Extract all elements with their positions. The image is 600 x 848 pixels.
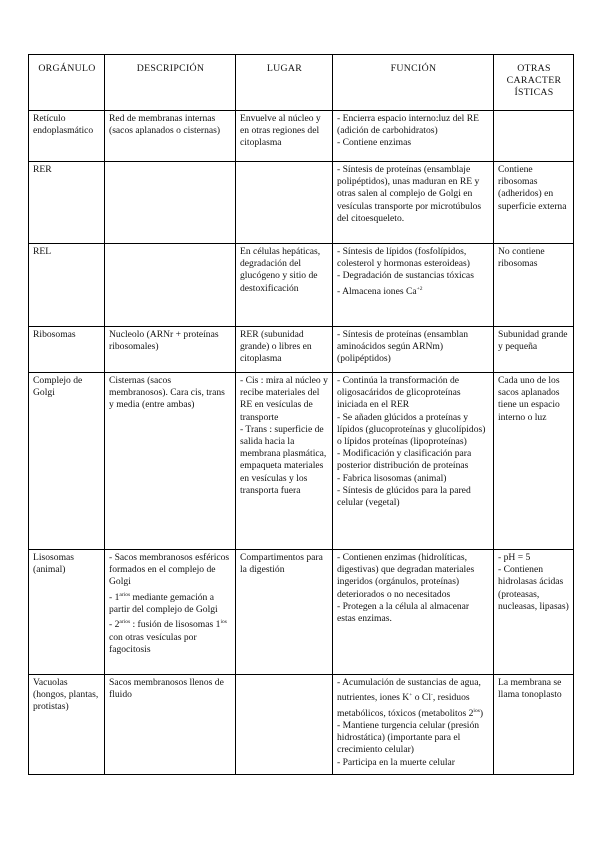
cell-otras — [494, 675, 574, 775]
cell-lugar — [236, 550, 333, 675]
cell-line: Cisternas (sacos membranosos). Cara cis, trans y media (entre ambas) — [109, 375, 225, 411]
header-otras-line: CARACTER — [506, 75, 562, 87]
header-lugar: LUGAR — [236, 55, 333, 111]
cell-line: - Modificación y clasificación para posterior distribución de proteínas — [337, 448, 472, 472]
cell-line: Sacos membranosos llenos de fluido — [109, 677, 224, 701]
cell-funcion — [333, 162, 494, 244]
cell-line: Red de membranas internas (sacos aplanados o cisternas) — [109, 113, 221, 137]
cell-line: - Participa en la muerte celular — [337, 756, 455, 768]
cell-descripcion — [105, 327, 236, 373]
header-descripcion: DESCRIPCIÓN — [105, 55, 236, 111]
cell-descripcion — [105, 675, 236, 775]
cell-line: - Cis : mira al núcleo y recibe materiales del RE en vesículas de transporte — [240, 375, 328, 423]
cell-organulo: Ribosomas — [29, 327, 105, 373]
header-funcion: FUNCIÓN — [333, 55, 494, 111]
cell-line: La membrana se llama tonoplasto — [498, 677, 562, 701]
cell-organulo: Complejo de Golgi — [29, 373, 105, 550]
cell-line: - Síntesis de lípidos (fosfolípidos, colesterol y hormonas esteroideas) — [337, 246, 470, 270]
cell-line: - Contiene enzimas — [337, 137, 412, 149]
cell-otras — [494, 162, 574, 244]
cell-lugar — [236, 162, 333, 244]
cell-descripcion — [105, 373, 236, 550]
organelle-table — [28, 54, 574, 775]
cell-line: - Síntesis de glúcidos para la pared celular (vegetal) — [337, 484, 471, 509]
cell-otras — [494, 244, 574, 327]
header-otras-line: OTRAS — [517, 63, 551, 74]
cell-line: - Sacos membranosos esféricos formados en el complejo de Golgi — [109, 552, 230, 588]
cell-line: No contiene ribosomas — [498, 246, 545, 270]
cell-line: - pH = 5 — [498, 552, 531, 563]
header-organulo: ORGÁNULO — [29, 55, 105, 111]
cell-lugar — [236, 327, 333, 373]
cell-line: - $1^{arios}$ mediante gemación a partir del complejo de Golgi — [109, 591, 218, 615]
cell-line: - Acumulación de sustancias de agua, nutrientes, iones K+ o Cl-, residuos metabólicos, tóxicos (metabolitos $2^{ios}$) — [337, 677, 484, 719]
cell-organulo: Vacuolas (hongos, plantas, protistas) — [29, 675, 105, 775]
table-row — [29, 550, 574, 675]
cell-line: - Fabrica lisosomas (animal) — [337, 472, 447, 484]
cell-descripcion — [105, 244, 236, 327]
table-row — [29, 675, 574, 775]
cell-lugar — [236, 675, 333, 775]
cell-funcion — [333, 111, 494, 162]
cell-descripcion — [105, 162, 236, 244]
cell-line: - Continúa la transformación de oligosacáridos de glicoproteínas iniciada en el RER — [337, 375, 461, 411]
cell-lugar — [236, 244, 333, 327]
cell-line: - Contienen hidrolasas ácidas (proteasas, nucleasas, lipasas) — [498, 564, 569, 612]
cell-organulo: Retículo endoplasmático — [29, 111, 105, 162]
cell-otras — [494, 373, 574, 550]
table-row — [29, 111, 574, 162]
cell-line: - Mantiene turgencia celular (presión hidrostática) (importante para el crecimiento celular) — [337, 719, 480, 756]
cell-lugar — [236, 373, 333, 550]
cell-line: - Trans : superficie de salida hacia la membrana plasmática, empaqueta materiales en vesículas y los transporta fuera — [240, 423, 327, 496]
cell-line: - Protegen a la célula al almacenar estas enzimas. — [337, 600, 470, 625]
cell-line: Cada uno de los sacos aplanados tiene un espacio interno o luz — [498, 375, 560, 423]
cell-otras — [494, 550, 574, 675]
cell-line: Compartimentos para la digestión — [240, 552, 323, 576]
cell-funcion — [333, 327, 494, 373]
cell-line: - $2^{arios}$ : fusión de lisosomas $1^{ios}$ con otras vesículas por fagocitosis — [109, 619, 227, 655]
cell-line: Envuelve al núcleo y en otras regiones del citoplasma — [240, 113, 321, 149]
cell-otras — [494, 327, 574, 373]
cell-line: Nucleolo (ARNr + proteínas ribosomales) — [109, 329, 219, 353]
cell-otras — [494, 111, 574, 162]
cell-organulo: RER — [29, 162, 105, 244]
cell-line: En células hepáticas, degradación del glucógeno y sitio de destoxificación — [240, 246, 321, 294]
cell-funcion — [333, 675, 494, 775]
cell-funcion — [333, 244, 494, 327]
cell-funcion — [333, 373, 494, 550]
cell-line: Subunidad grande y pequeña — [498, 329, 568, 353]
cell-line: - Degradación de sustancias tóxicas — [337, 270, 474, 282]
cell-lugar — [236, 111, 333, 162]
header-otras-line: ÍSTICAS — [514, 87, 554, 99]
table-row — [29, 373, 574, 550]
cell-line: - Contienen enzimas (hidrolíticas, digestivas) que degradan materiales ingeridos (orgánulos, proteínas) deteriorados o no necesitados — [337, 552, 475, 600]
cell-line: RER (subunidad grande) o libres en citoplasma — [240, 329, 312, 365]
table-body — [29, 111, 574, 775]
header-otras — [494, 55, 574, 111]
table-row — [29, 327, 574, 373]
header-row — [29, 55, 574, 111]
cell-line: - Síntesis de proteínas (ensamblaje polipéptidos), unas maduran en RE y otras salen al complejo de Golgi en vesículas transporte por microtúbulos del citoesqueleto. — [337, 164, 482, 224]
cell-line: - Almacena iones $Ca^{+2}$ — [337, 285, 423, 297]
cell-organulo: REL — [29, 244, 105, 327]
cell-line: Contiene ribosomas (adheridos) en superficie externa — [498, 164, 567, 212]
cell-descripcion — [105, 111, 236, 162]
cell-descripcion — [105, 550, 236, 675]
table-row — [29, 244, 574, 327]
cell-organulo: Lisosomas (animal) — [29, 550, 105, 675]
cell-line: - Se añaden glúcidos a proteínas y lípidos (glucoproteínas y glucolípidos) o lípidos proteínas (lipoproteínas) — [337, 411, 486, 448]
cell-line: - Encierra espacio interno:luz del RE (adición de carbohidratos) — [337, 113, 479, 137]
cell-funcion — [333, 550, 494, 675]
cell-line: - Síntesis de proteínas (ensamblan aminoácidos según ARNm) (polipéptidos) — [337, 329, 469, 365]
table-row — [29, 162, 574, 244]
